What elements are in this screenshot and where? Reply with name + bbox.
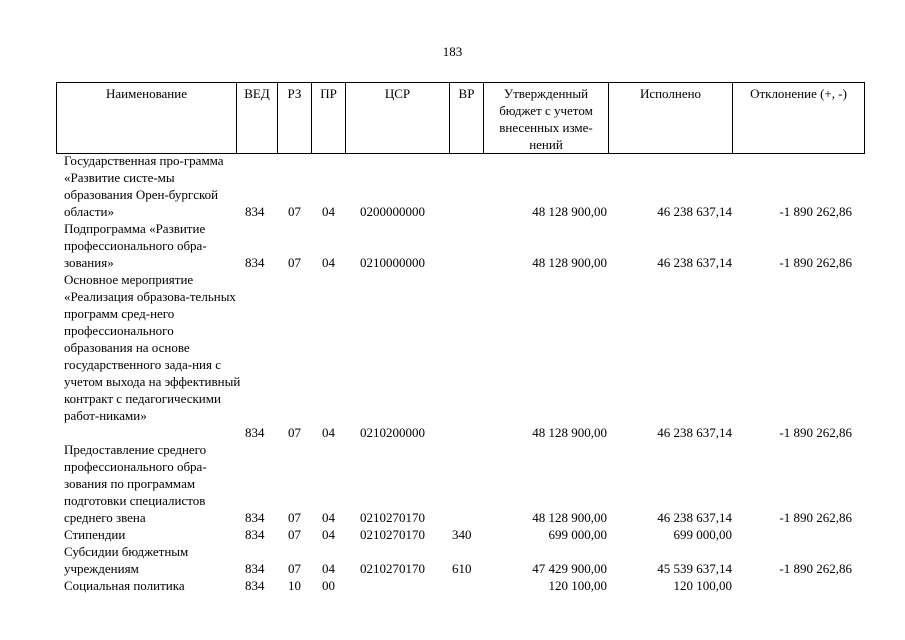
row-deviation: -1 890 262,86 bbox=[779, 255, 852, 270]
row-csr: 0210270170 bbox=[360, 527, 425, 542]
table-row bbox=[0, 441, 905, 526]
table-header bbox=[56, 82, 865, 154]
row-name: Подпрограмма «Развитие профессионального обра-зования» bbox=[64, 221, 207, 270]
row-rz: 10 bbox=[288, 578, 301, 593]
row-csr: 0210270170 bbox=[360, 561, 425, 576]
row-name: Государственная про-грамма «Развитие систе-мы образования Орен-бургской области» bbox=[64, 153, 224, 219]
row-ved: 834 bbox=[245, 425, 265, 440]
row-budget: 48 128 900,00 bbox=[532, 425, 607, 440]
row-budget: 120 100,00 bbox=[548, 578, 607, 593]
row-pr: 00 bbox=[322, 578, 335, 593]
row-pr: 04 bbox=[322, 255, 335, 270]
row-executed: 699 000,00 bbox=[673, 527, 732, 542]
row-ved: 834 bbox=[245, 204, 265, 219]
table-row bbox=[0, 271, 905, 441]
row-name: Стипендии bbox=[64, 527, 126, 542]
header-pr: ПР bbox=[312, 83, 346, 154]
row-csr: 0210270170 bbox=[360, 510, 425, 525]
row-csr: 0200000000 bbox=[360, 204, 425, 219]
row-csr: 0210000000 bbox=[360, 255, 425, 270]
row-rz: 07 bbox=[288, 425, 301, 440]
row-rz: 07 bbox=[288, 255, 301, 270]
header-vr: ВР bbox=[450, 83, 484, 154]
row-name: Социальная политика bbox=[64, 578, 185, 593]
row-ved: 834 bbox=[245, 578, 265, 593]
row-budget: 48 128 900,00 bbox=[532, 255, 607, 270]
row-budget: 48 128 900,00 bbox=[532, 204, 607, 219]
row-pr: 04 bbox=[322, 204, 335, 219]
row-pr: 04 bbox=[322, 561, 335, 576]
row-ved: 834 bbox=[245, 561, 265, 576]
row-executed: 46 238 637,14 bbox=[657, 425, 732, 440]
row-deviation: -1 890 262,86 bbox=[779, 510, 852, 525]
row-rz: 07 bbox=[288, 527, 301, 542]
header-ved: ВЕД bbox=[237, 83, 278, 154]
row-budget: 47 429 900,00 bbox=[532, 561, 607, 576]
row-executed: 46 238 637,14 bbox=[657, 510, 732, 525]
header-rz: РЗ bbox=[278, 83, 312, 154]
header-deviation: Отклонение (+, -) bbox=[733, 83, 865, 154]
row-pr: 04 bbox=[322, 527, 335, 542]
row-pr: 04 bbox=[322, 425, 335, 440]
row-budget: 699 000,00 bbox=[548, 527, 607, 542]
row-executed: 120 100,00 bbox=[673, 578, 732, 593]
row-ved: 834 bbox=[245, 527, 265, 542]
row-executed: 46 238 637,14 bbox=[657, 255, 732, 270]
row-executed: 46 238 637,14 bbox=[657, 204, 732, 219]
row-name: Основное мероприятие «Реализация образова-тельных программ сред-него профессионального образования на основе государственного зада-ния с учетом выхода на эффективный контракт с педагогическими работ-никами» bbox=[64, 272, 241, 423]
table-row bbox=[0, 220, 905, 271]
row-deviation: -1 890 262,86 bbox=[779, 561, 852, 576]
table-row bbox=[0, 152, 905, 220]
table-row bbox=[0, 543, 905, 577]
row-pr: 04 bbox=[322, 510, 335, 525]
row-csr: 0210200000 bbox=[360, 425, 425, 440]
row-vr: 340 bbox=[452, 527, 472, 542]
header-name: Наименование bbox=[57, 83, 237, 154]
row-executed: 45 539 637,14 bbox=[657, 561, 732, 576]
row-deviation: -1 890 262,86 bbox=[779, 425, 852, 440]
header-budget: Утвержденный бюджет с учетом внесенных изме-нений bbox=[484, 83, 609, 154]
row-ved: 834 bbox=[245, 510, 265, 525]
row-ved: 834 bbox=[245, 255, 265, 270]
row-budget: 48 128 900,00 bbox=[532, 510, 607, 525]
row-vr: 610 bbox=[452, 561, 472, 576]
row-rz: 07 bbox=[288, 561, 301, 576]
row-rz: 07 bbox=[288, 510, 301, 525]
row-name: Предоставление среднего профессионального обра-зования по программам подготовки специалистов среднего звена bbox=[64, 442, 207, 525]
row-name: Субсидии бюджетным учреждениям bbox=[64, 544, 189, 576]
row-deviation: -1 890 262,86 bbox=[779, 204, 852, 219]
table-row bbox=[0, 577, 905, 594]
row-rz: 07 bbox=[288, 204, 301, 219]
page-number: 183 bbox=[442, 44, 463, 59]
header-executed: Исполнено bbox=[609, 83, 733, 154]
header-csr: ЦСР bbox=[346, 83, 450, 154]
table-row bbox=[0, 526, 905, 543]
